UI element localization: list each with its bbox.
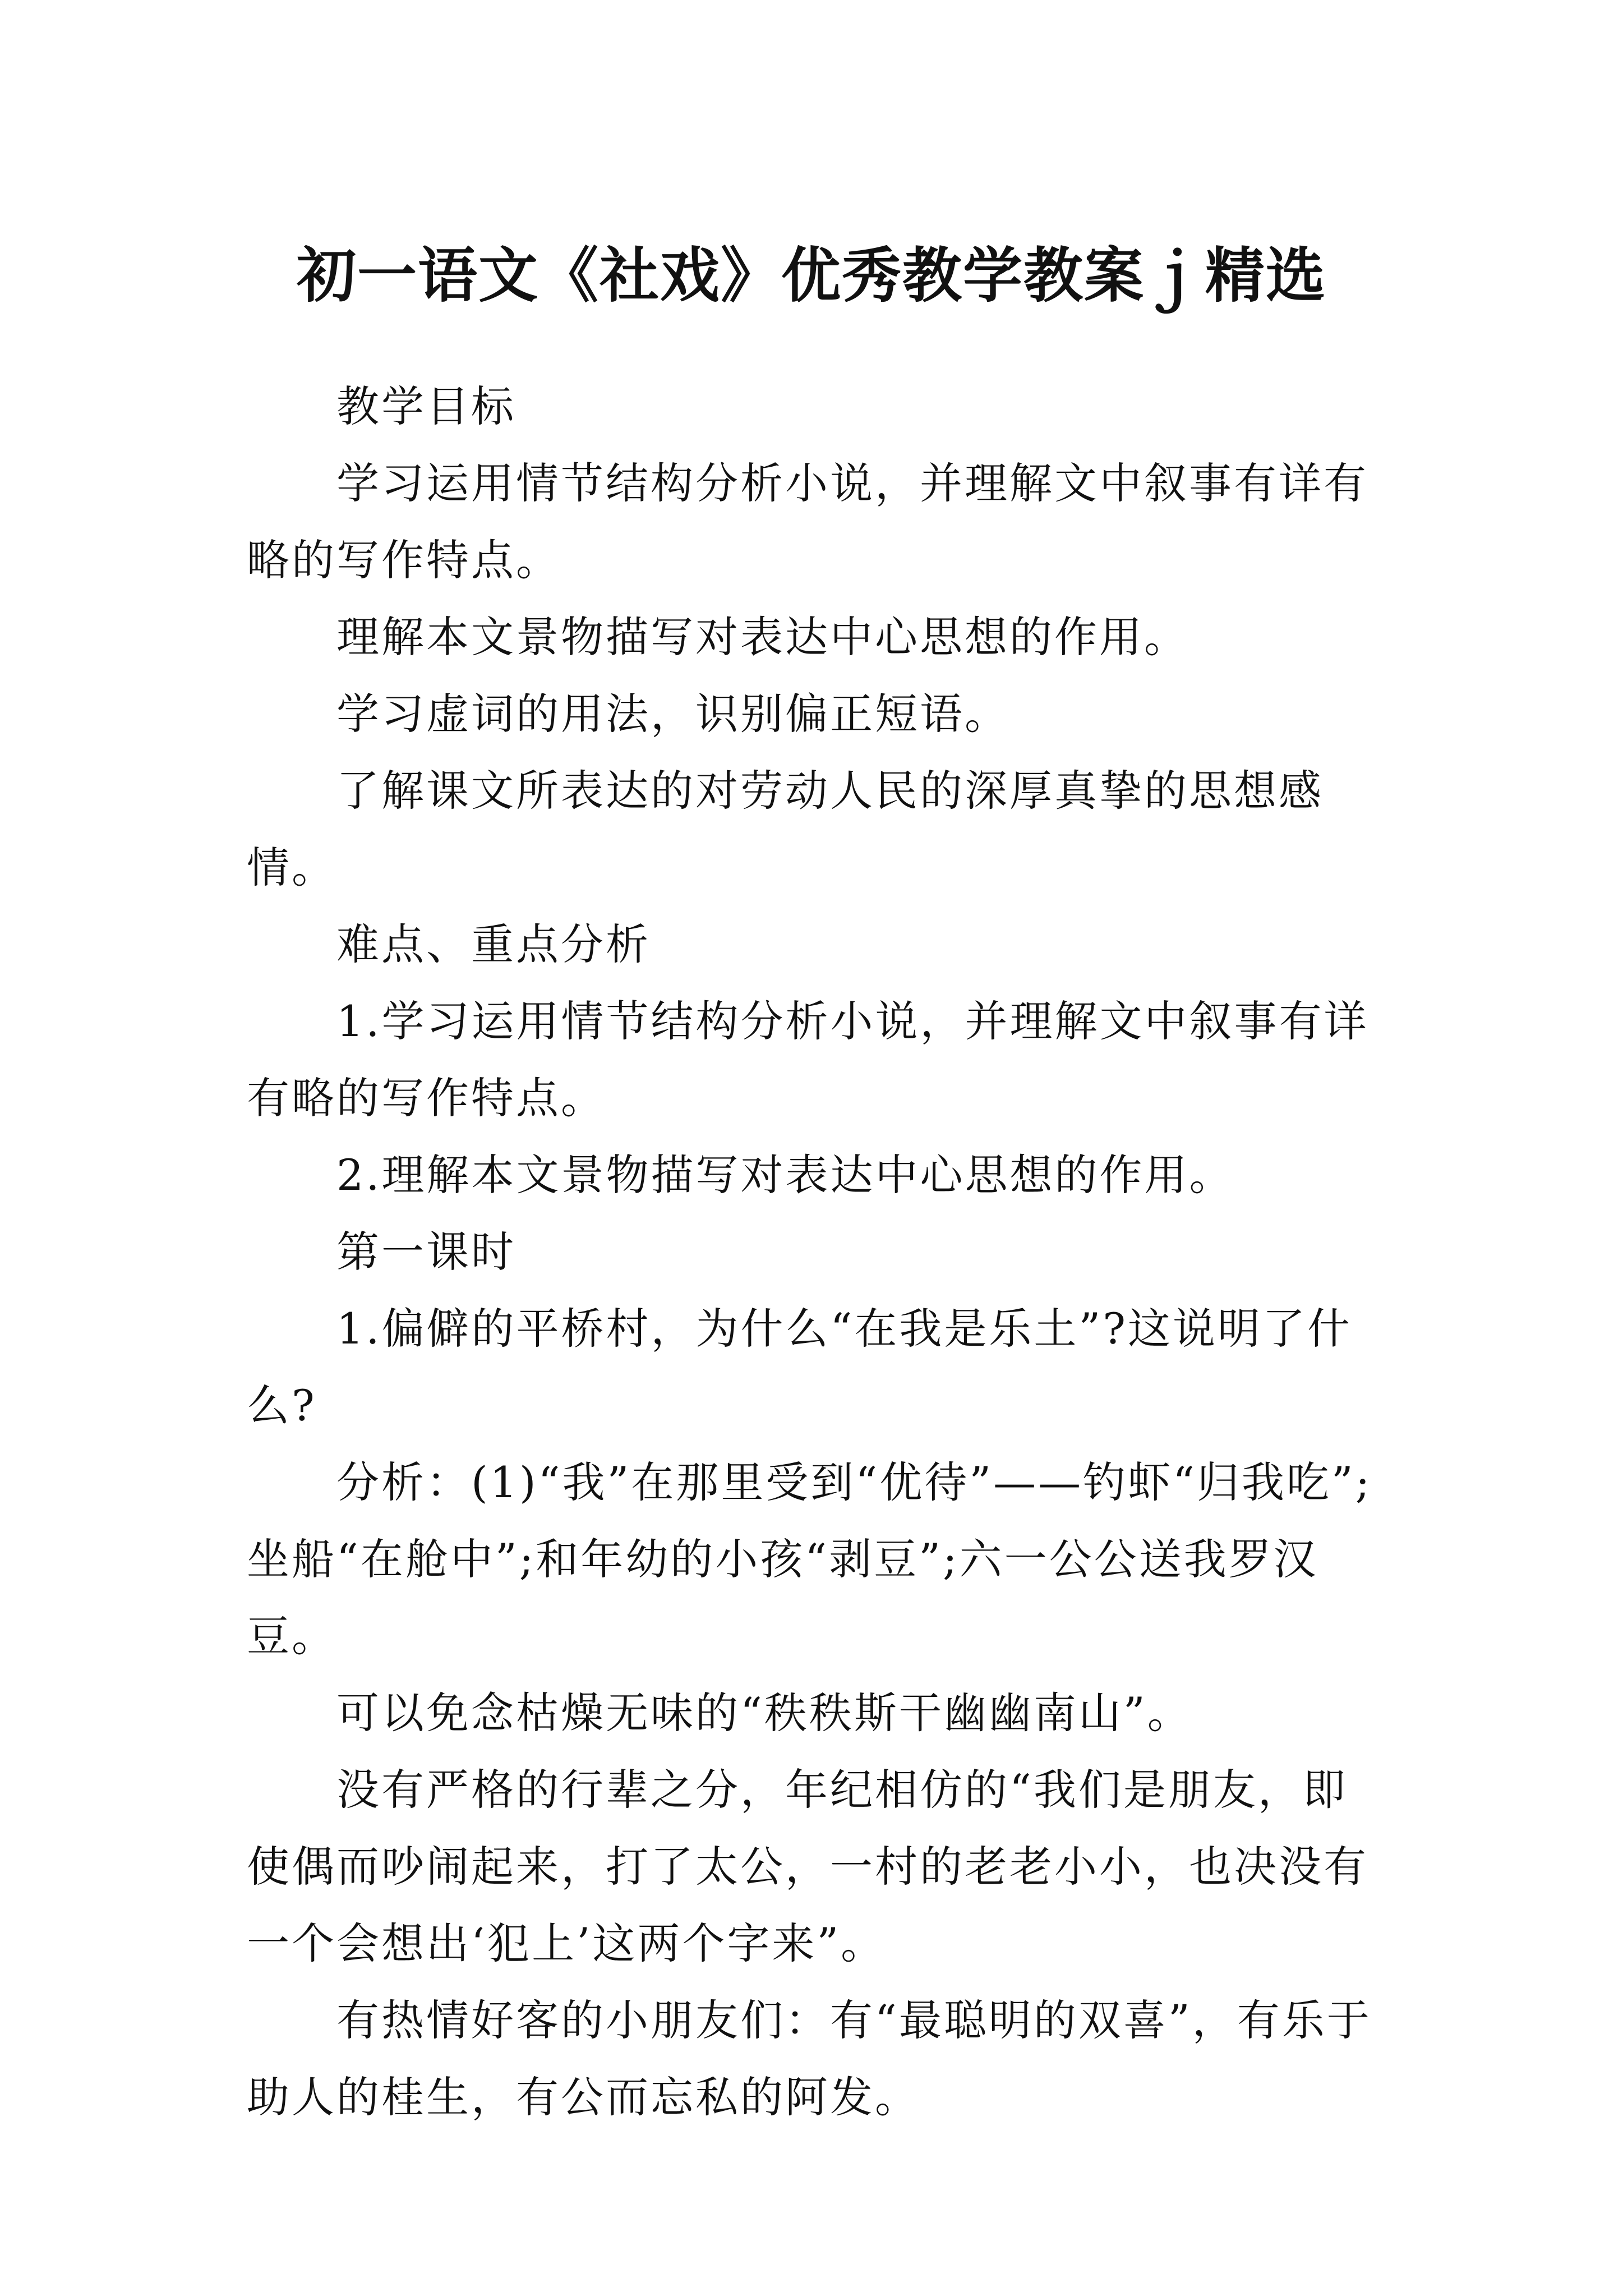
key-point-item: 2.理解本文景物描写对表达中心思想的作用。 (336, 1150, 1234, 1200)
analysis-paragraph: 可以免念枯燥无味的“秩秩斯干幽幽南山”。 (336, 1688, 1192, 1738)
section-heading-key-points: 难点、重点分析 (336, 919, 651, 969)
key-point-item: 1.学习运用情节结构分析小说，并理解文中叙事有详有略的写作特点。 (247, 996, 1369, 1123)
section-heading-objectives: 教学目标 (336, 381, 516, 431)
objective-item: 理解本文景物描写对表达中心思想的作用。 (336, 612, 1189, 662)
section-heading-lesson-one: 第一课时 (336, 1227, 516, 1277)
analysis-paragraph: 分析：(1)“我”在那里受到“优待”——钓虾“归我吃”;坐船“在舱中”;和年幼的小孩“剥豆”;六一公公送我罗汉豆。 (247, 1457, 1372, 1661)
objective-item: 了解课文所表达的对劳动人民的深厚真挚的思想感情。 (247, 766, 1324, 892)
document-title: 初一语文《社戏》优秀教学教案ｊ精选 (297, 240, 1326, 311)
objective-item: 学习运用情节结构分析小说，并理解文中叙事有详有略的写作特点。 (247, 458, 1368, 585)
document-body (247, 368, 1380, 2136)
analysis-paragraph: 有热情好客的小朋友们：有“最聪明的双喜”，有乐于助人的桂生，有公而忘私的阿发。 (247, 1995, 1372, 2122)
objective-item: 学习虚词的用法，识别偏正短语。 (336, 689, 1009, 739)
question-paragraph: 1.偏僻的平桥村，为什么“在我是乐土”?这说明了什么? (247, 1304, 1352, 1430)
analysis-paragraph: 没有严格的行辈之分，年纪相仿的“我们是朋友，即使偶而吵闹起来，打了太公，一村的老老小小，也决没有一个会想出‘犯上’这两个字来”。 (247, 1765, 1368, 1968)
